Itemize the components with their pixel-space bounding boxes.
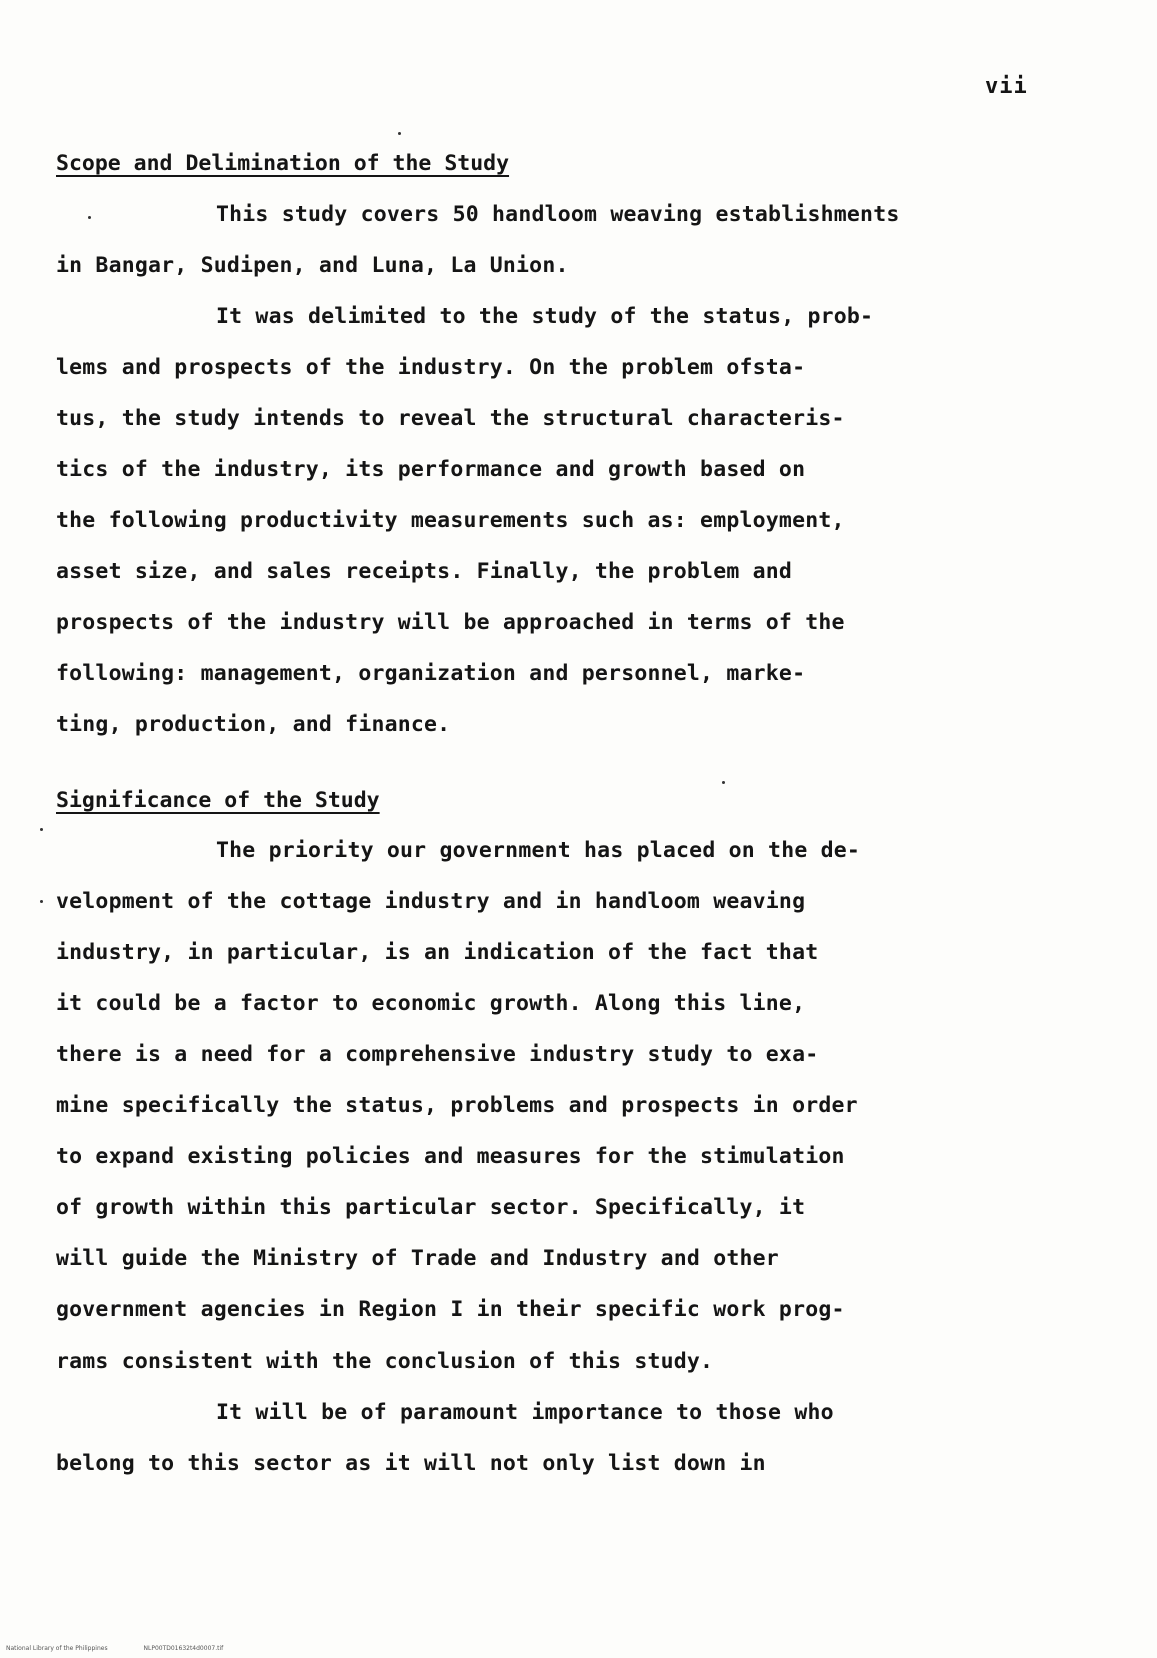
- paragraph-line: it could be a factor to economic growth. Along this line,: [56, 991, 806, 1016]
- scan-footer: [6, 1645, 257, 1652]
- paragraph-line: It will be of paramount importance to those who: [216, 1400, 834, 1425]
- paragraph-line: The priority our government has placed on the de-: [216, 838, 861, 863]
- paragraph-line: belong to this sector as it will not only list down in: [56, 1451, 766, 1476]
- paragraph-line: It was delimited to the study of the status, prob-: [216, 304, 874, 329]
- paragraph-line: prospects of the industry will be approached in terms of the: [56, 610, 845, 635]
- paragraph-line: the following productivity measurements such as: employment,: [56, 508, 845, 533]
- paragraph-line: industry, in particular, is an indication of the fact that: [56, 940, 819, 965]
- footer-code: NLP00TD01632t4d0007.tif: [143, 1645, 224, 1652]
- section-heading-scope: Scope and Delimination of the Study: [56, 151, 510, 176]
- paragraph-line: government agencies in Region I in their specific work prog-: [56, 1297, 845, 1322]
- paragraph-line: following: management, organization and personnel, marke-: [56, 661, 806, 686]
- scan-speck: [88, 216, 91, 219]
- paragraph-line: lems and prospects of the industry. On the problem ofsta-: [56, 355, 806, 380]
- paragraph-line: rams consistent with the conclusion of this study.: [56, 1349, 714, 1374]
- page-number: vii: [985, 74, 1028, 99]
- paragraph-line: mine specifically the status, problems and prospects in order: [56, 1093, 858, 1118]
- paragraph-line: asset size, and sales receipts. Finally, the problem and: [56, 559, 793, 584]
- paragraph-line: tus, the study intends to reveal the structural characteris-: [56, 406, 845, 431]
- paragraph-line: velopment of the cottage industry and in handloom weaving: [56, 889, 806, 914]
- paragraph-line: of growth within this particular sector. Specifically, it: [56, 1195, 806, 1220]
- paragraph-line: in Bangar, Sudipen, and Luna, La Union.: [56, 253, 569, 278]
- paragraph-line: tics of the industry, its performance and growth based on: [56, 457, 806, 482]
- paragraph-line: This study covers 50 handloom weaving establishments: [216, 202, 900, 227]
- section-heading-significance: Significance of the Study: [56, 788, 380, 813]
- scan-speck: [722, 781, 725, 784]
- paragraph-line: to expand existing policies and measures for the stimulation: [56, 1144, 845, 1169]
- paragraph-line: there is a need for a comprehensive industry study to exa-: [56, 1042, 819, 1067]
- paragraph-line: will guide the Ministry of Trade and Industry and other: [56, 1246, 779, 1271]
- scan-speck: [40, 900, 43, 903]
- scan-speck: [40, 828, 43, 831]
- footer-library: National Library of the Philippines: [6, 1645, 108, 1652]
- scan-speck: [398, 132, 401, 135]
- paragraph-line: ting, production, and finance.: [56, 712, 451, 737]
